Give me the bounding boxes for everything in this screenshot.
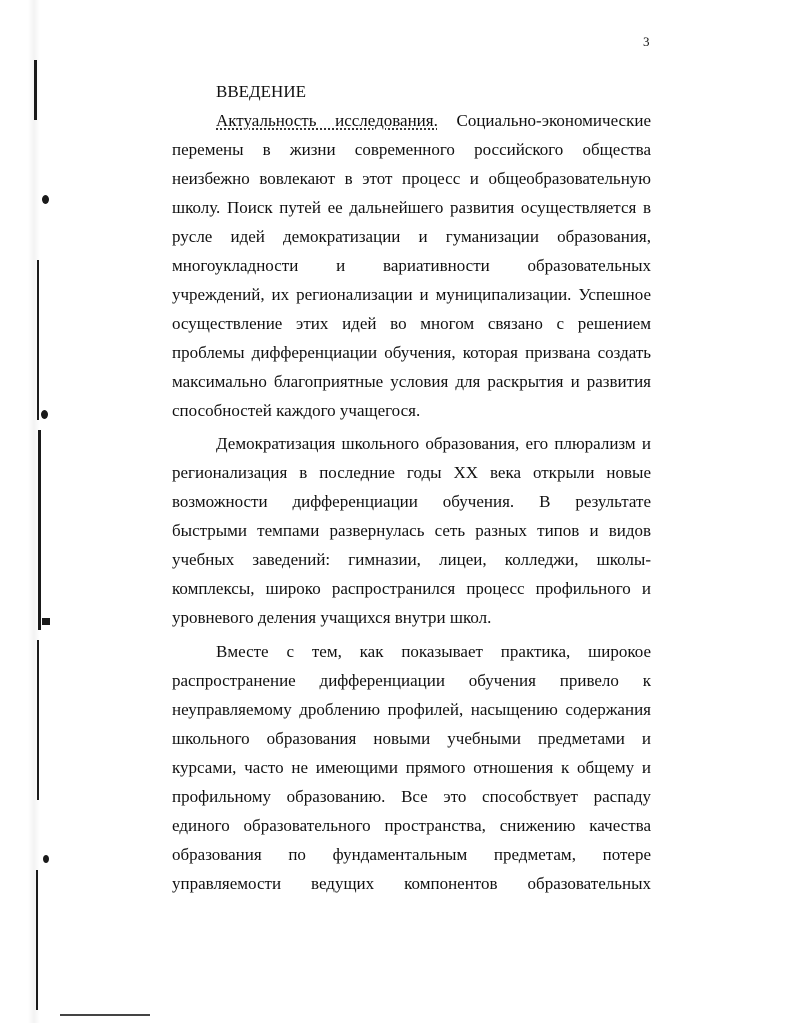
- text-line: русле идей демократизации и гуманизации образования,: [172, 227, 651, 246]
- text-line: школьного образования новыми учебными предметами и: [172, 729, 651, 748]
- text-line: Демократизация школьного образования, его плюрализм и: [216, 434, 651, 453]
- emphasis-lead: Актуальность исследования.: [216, 111, 438, 130]
- text-line: максимально благоприятные условия для раскрытия и развития: [172, 372, 651, 391]
- text-line: быстрыми темпами развернулась сеть разных типов и видов: [172, 521, 651, 540]
- page-number: 3: [643, 34, 650, 49]
- scan-mark: [34, 60, 37, 120]
- text-line: регионализация в последние годы XX века открыли новые: [172, 463, 651, 482]
- text-line: комплексы, широко распространился процесс профильного и: [172, 579, 651, 598]
- scan-mark: [41, 410, 48, 419]
- lead-rest: Социально-экономические: [456, 111, 651, 130]
- scan-mark: [37, 640, 39, 800]
- scan-mark: [38, 430, 41, 630]
- text-line: учебных заведений: гимназии, лицеи, колледжи, школы-: [172, 550, 651, 569]
- scan-bottom-mark: [60, 1014, 150, 1016]
- text-line: профильному образованию. Все это способствует распаду: [172, 787, 651, 806]
- text-line: уровневого деления учащихся внутри школ.: [172, 608, 492, 627]
- text-line: единого образовательного пространства, снижению качества: [172, 816, 651, 835]
- text-line: школу. Поиск путей ее дальнейшего развития осуществляется в: [172, 198, 651, 217]
- text-line: способностей каждого учащегося.: [172, 401, 421, 420]
- scan-mark: [43, 855, 49, 863]
- scan-mark: [42, 618, 50, 625]
- scan-mark: [36, 870, 38, 1010]
- text-line: Вместе с тем, как показывает практика, широкое: [216, 642, 651, 661]
- text-line: учреждений, их регионализации и муниципализации. Успешное: [172, 285, 651, 304]
- text-line: перемены в жизни современного российского общества: [172, 140, 651, 159]
- text-line: управляемости ведущих компонентов образовательных: [172, 874, 651, 893]
- scan-mark: [37, 260, 39, 420]
- scan-mark: [42, 195, 49, 204]
- text-line: курсами, часто не имеющими прямого отношения к общему и: [172, 758, 651, 777]
- text-line: неуправляемому дроблению профилей, насыщению содержания: [172, 700, 651, 719]
- text-line: многоукладности и вариативности образовательных: [172, 256, 651, 275]
- text-line: [216, 110, 651, 132]
- text-line: осуществление этих идей во многом связано с решением: [172, 314, 651, 333]
- section-heading: ВВЕДЕНИЕ: [216, 82, 306, 101]
- text-line: образования по фундаментальным предметам, потере: [172, 845, 651, 864]
- text-line: проблемы дифференциации обучения, которая призвана создать: [172, 343, 651, 362]
- text-line: неизбежно вовлекают в этот процесс и общеобразовательную: [172, 169, 651, 188]
- text-line: возможности дифференциации обучения. В результате: [172, 492, 651, 511]
- text-line: распространение дифференциации обучения привело к: [172, 671, 651, 690]
